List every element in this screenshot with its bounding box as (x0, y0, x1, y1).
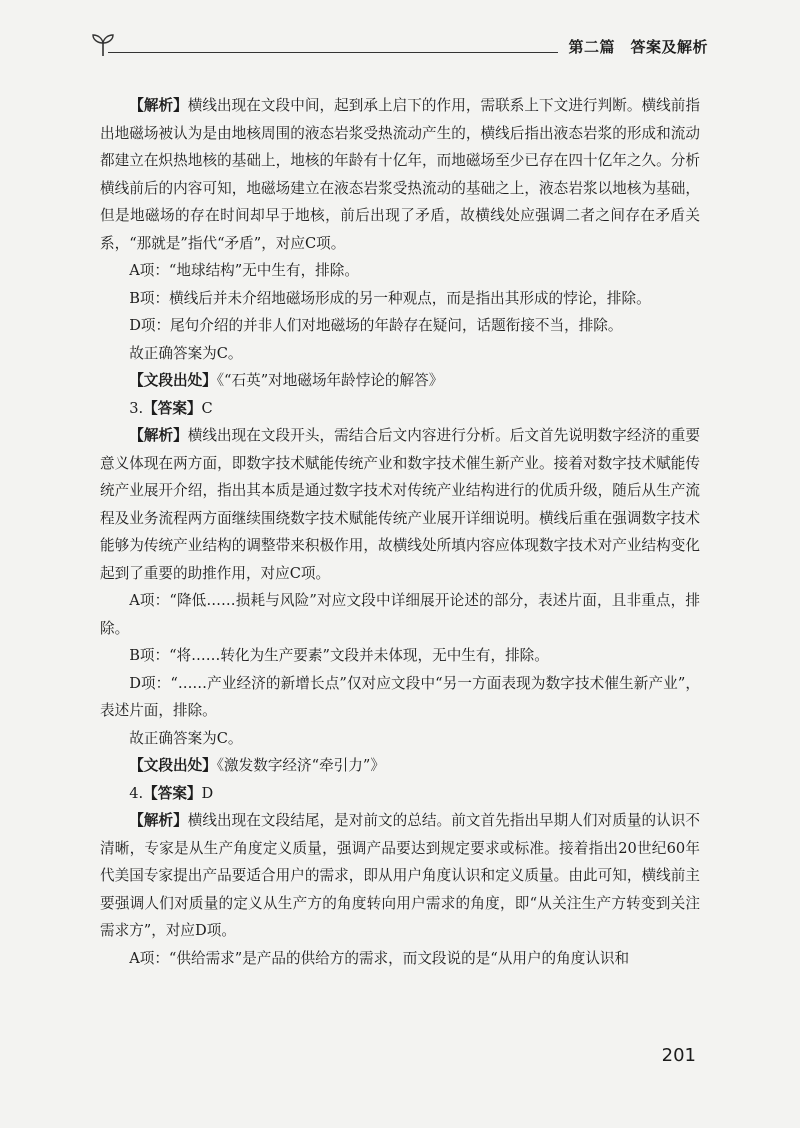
q3-analysis (100, 422, 700, 587)
q4-answer-tag: 【答案】 (143, 784, 202, 802)
q3-conclusion: 故正确答案为C。 (129, 729, 243, 747)
q4-analysis (100, 807, 700, 945)
q2-option-a: A项：“地球结构”无中生有，排除。 (129, 262, 359, 279)
q4-answer (100, 780, 700, 808)
q2-source-text: 《“石英”对地磁场年龄悖论的解答》 (216, 372, 444, 389)
q3-option-b: B项：“将……转化为生产要素”文段并未体现，无中生有，排除。 (129, 647, 549, 664)
q3-source-text: 《激发数字经济“牵引力”》 (216, 757, 385, 774)
q2-analysis-text: 横线出现在文段中间，起到承上启下的作用，需联系上下文进行判断。横线前指出地磁场被认为是由地核周围的液态岩浆受热流动产生的，横线后指出液态岩浆的形成和流动都建立在炽热地核的基础上，地核的年龄有十亿年，而地磁场至少已存在四十亿年之久。分析横线前后的内容可知，地磁场建立在液态岩浆受热流动的基础之上，液态岩浆以地核为基础，但是地磁场的存在时间却早于地核，前后出现了矛盾，故横线处应强调二者之间存在矛盾关系，“那就是”指代“矛盾”，对应C项。 (100, 97, 700, 252)
q3-option-a: A项：“降低……损耗与风险”对应文段中详细展开论述的部分，表述片面，且非重点，排除。 (100, 592, 700, 637)
q3-analysis-text: 横线出现在文段开头，需结合后文内容进行分析。后文首先说明数字经济的重要意义体现在两方面，即数字技术赋能传统产业和数字技术催生新产业。接着对数字技术赋能传统产业展开介绍，指出其本质是通过数字技术对传统产业结构进行的优质升级，随后从生产流程及业务流程两方面继续围绕数字技术赋能传统产业展开详细说明。横线后重在强调数字技术能够为传统产业结构的调整带来积极作用，故横线处所填内容应体现数字技术对产业结构变化起到了重要的助推作用，对应C项。 (100, 427, 700, 582)
sprout-leaf-icon (88, 30, 118, 60)
q3-answer-tag: 【答案】 (143, 399, 202, 417)
q3-analysis-tag: 【解析】 (129, 427, 188, 444)
page-body (100, 92, 700, 972)
q2-analysis (100, 92, 700, 257)
q2-option-d: D项：尾句介绍的并非人们对地磁场的年龄存在疑问，话题衔接不当，排除。 (129, 317, 623, 334)
page-number: 201 (661, 1045, 696, 1066)
q3-source-tag: 【文段出处】 (129, 757, 217, 774)
q3-answer (100, 395, 700, 423)
q2-source (100, 367, 700, 395)
q3-answer-value: C (201, 399, 213, 417)
header-rule (108, 52, 558, 53)
header-title: 第二篇 答案及解析 (568, 38, 708, 56)
q2-source-tag: 【文段出处】 (129, 372, 217, 389)
q3-number: 3. (129, 399, 144, 417)
q2-option-b: B项：横线后并未介绍地磁场形成的另一种观点，而是指出其形成的悖论，排除。 (129, 289, 651, 307)
q2-analysis-tag: 【解析】 (129, 97, 188, 114)
running-header (88, 30, 708, 62)
q4-answer-value: D (201, 784, 214, 802)
q2-conclusion: 故正确答案为C。 (129, 344, 243, 362)
q4-option-a: A项：“供给需求”是产品的供给方的需求，而文段说的是“从用户的角度认识和 (129, 949, 630, 967)
q4-analysis-text: 横线出现在文段结尾，是对前文的总结。前文首先指出早期人们对质量的认识不清晰，专家是从生产角度定义质量，强调产品要达到规定要求或标准。接着指出20世纪60年代美国专家提出产品要适合用户的需求，即从用户角度认识和定义质量。由此可知，横线前主要强调人们对质量的定义从生产方的角度转向用户需求的角度，即“从关注生产方转变到关注需求方”，对应D项。 (100, 812, 700, 939)
q3-source (100, 752, 700, 780)
q4-analysis-tag: 【解析】 (129, 812, 188, 829)
q3-option-d: D项：“……产业经济的新增长点”仅对应文段中“另一方面表现为数字技术催生新产业”，表述片面，排除。 (100, 674, 700, 719)
q4-number: 4. (129, 784, 144, 802)
